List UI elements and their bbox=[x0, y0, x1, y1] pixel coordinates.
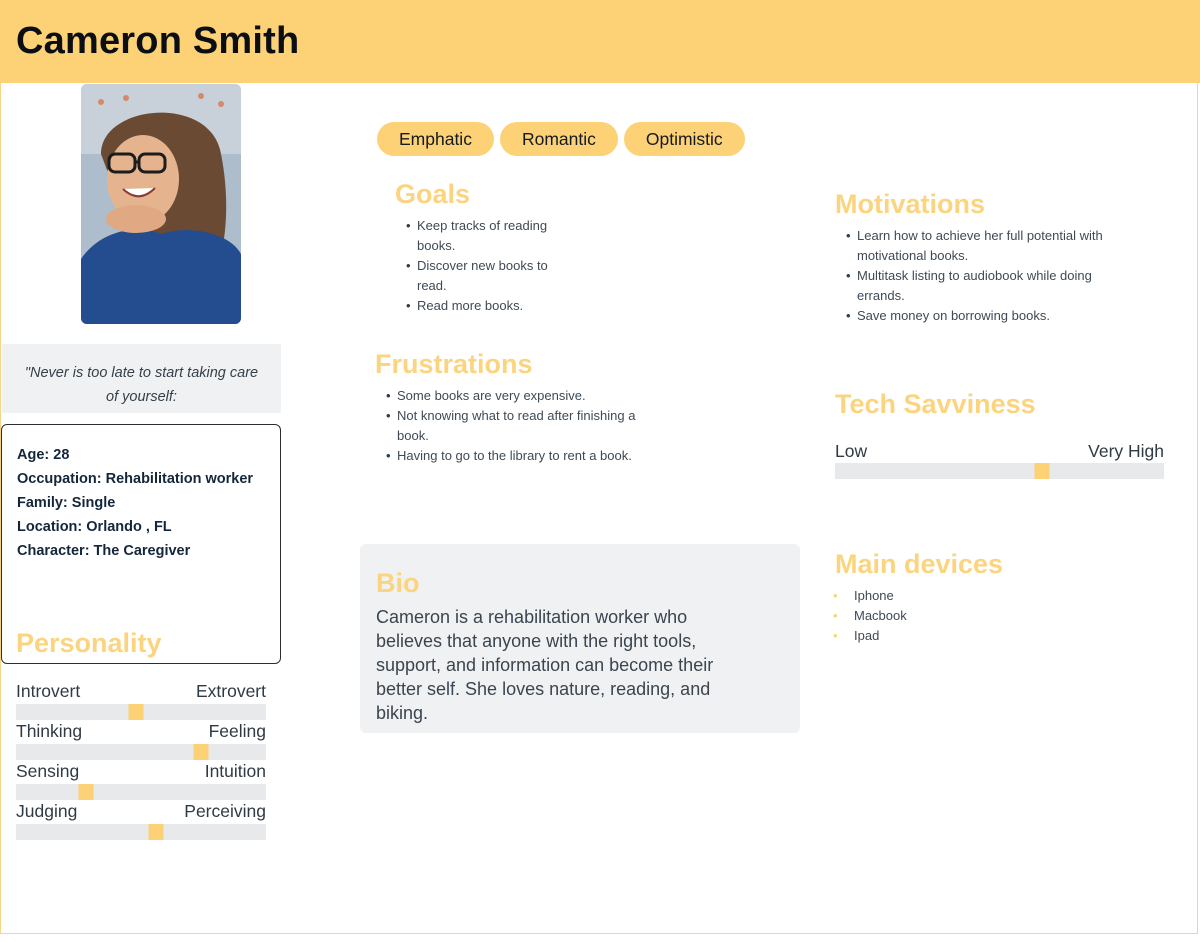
scale-right-label: Extrovert bbox=[195, 681, 266, 701]
trait-tag: Emphatic bbox=[377, 122, 494, 156]
list-item: • Discover new books to read. bbox=[396, 256, 576, 296]
scale-labels bbox=[16, 761, 266, 782]
scale-right-label: Perceiving bbox=[184, 801, 266, 821]
list-item: • Having to go to the library to rent a book. bbox=[376, 446, 666, 466]
personality-title: Personality bbox=[16, 628, 162, 658]
list-item: • Keep tracks of reading books. bbox=[396, 216, 576, 256]
tech-low-label: Low bbox=[835, 441, 868, 461]
info-character: Character: The Caregiver bbox=[17, 543, 191, 559]
tech-savviness-slider bbox=[835, 463, 1164, 479]
avatar-illustration bbox=[81, 84, 241, 324]
list-item: • Multitask listing to audiobook while doing errands. bbox=[836, 266, 1136, 306]
scale-left-label: Sensing bbox=[16, 761, 80, 781]
list-item: • Some books are very expensive. bbox=[376, 386, 666, 406]
bio-text: Cameron is a rehabilitation worker who believes that anyone with the right tools, support, and information can become their better self. She loves nature, reading, and biking. bbox=[376, 607, 714, 723]
list-item: • Iphone bbox=[833, 586, 1033, 606]
tech-scale-labels bbox=[835, 441, 1164, 462]
devices-list bbox=[833, 586, 1033, 646]
scale-labels bbox=[16, 721, 266, 742]
scale-left-label: Judging bbox=[16, 801, 78, 821]
persona-quote: "Never is too late to start taking care of yourself: bbox=[2, 344, 281, 413]
avatar bbox=[81, 84, 241, 324]
personality-slider bbox=[16, 784, 266, 800]
tech-high-label: Very High bbox=[1088, 441, 1164, 461]
list-item: • Read more books. bbox=[396, 296, 576, 316]
goals-title: Goals bbox=[395, 179, 471, 209]
trait-tag: Optimistic bbox=[624, 122, 745, 156]
info-location: Location: Orlando , FL bbox=[17, 519, 172, 535]
personality-slider bbox=[16, 744, 266, 760]
tech-savviness-title: Tech Savviness bbox=[835, 389, 1036, 419]
personality-slider bbox=[16, 824, 266, 840]
list-item: • Macbook bbox=[833, 606, 1033, 626]
main-devices-title: Main devices bbox=[835, 549, 1004, 579]
list-item: • Learn how to achieve her full potential with motivational books. bbox=[836, 226, 1136, 266]
slider-knob bbox=[194, 744, 209, 760]
bio-panel bbox=[360, 544, 800, 733]
list-item: • Ipad bbox=[833, 626, 1033, 646]
header-bar bbox=[0, 0, 1200, 83]
scale-right-label: Feeling bbox=[208, 721, 266, 741]
motivations-title: Motivations bbox=[835, 189, 986, 219]
info-family: Family: Single bbox=[17, 495, 116, 511]
frustrations-list bbox=[376, 386, 666, 466]
list-item: • Save money on borrowing books. bbox=[836, 306, 1136, 326]
personality-slider bbox=[16, 704, 266, 720]
motivations-list bbox=[836, 226, 1136, 326]
bio-title: Bio bbox=[376, 568, 420, 598]
slider-knob bbox=[129, 704, 144, 720]
scale-left-label: Introvert bbox=[16, 681, 81, 701]
scale-labels bbox=[16, 801, 266, 822]
slider-knob bbox=[149, 824, 164, 840]
frustrations-title: Frustrations bbox=[375, 349, 533, 379]
goals-list bbox=[396, 216, 576, 316]
list-item: • Not knowing what to read after finishing a book. bbox=[376, 406, 666, 446]
slider-knob bbox=[79, 784, 94, 800]
persona-name: Cameron Smith bbox=[16, 20, 300, 62]
slider-knob bbox=[1035, 463, 1050, 479]
trait-tag: Romantic bbox=[500, 122, 618, 156]
trait-tags bbox=[377, 122, 745, 156]
info-age: Age: 28 bbox=[17, 447, 70, 463]
scale-right-label: Intuition bbox=[204, 761, 266, 781]
scale-labels bbox=[16, 681, 266, 702]
scale-left-label: Thinking bbox=[16, 721, 83, 741]
info-occupation: Occupation: Rehabilitation worker bbox=[17, 471, 254, 487]
